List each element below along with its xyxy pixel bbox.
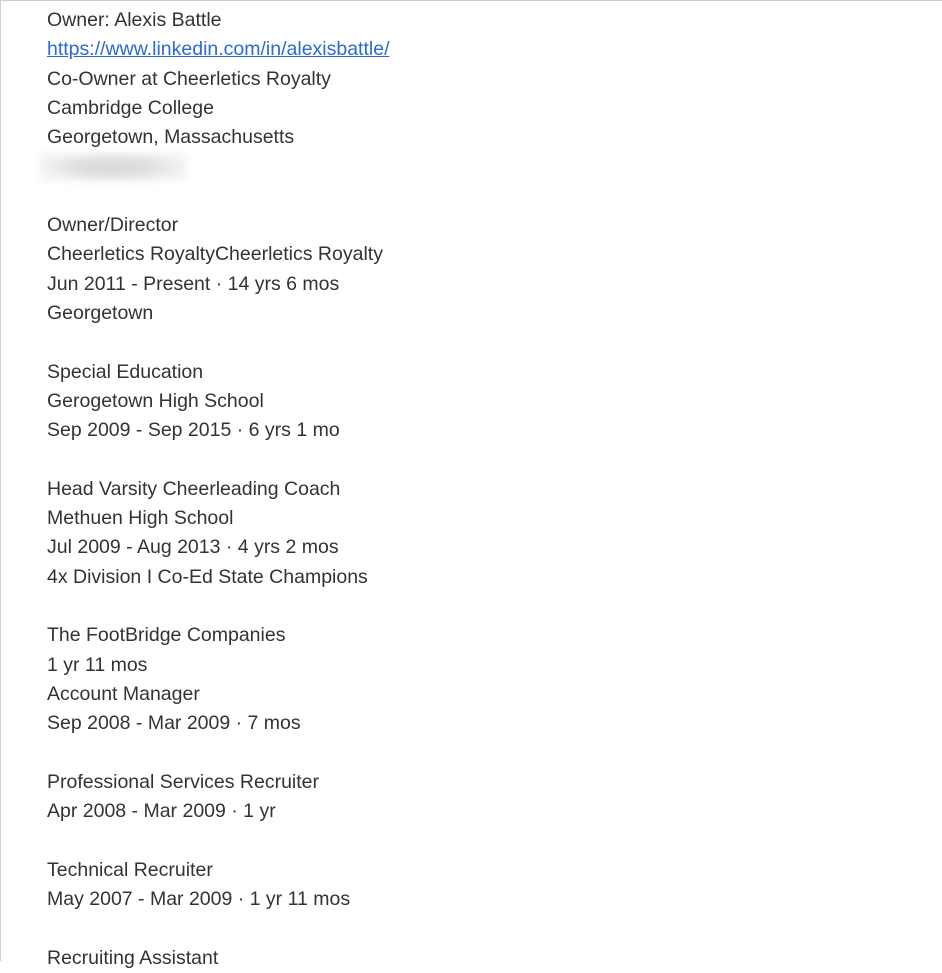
experience-entry [47, 358, 390, 446]
school-line: Cambridge College [47, 96, 214, 119]
experience-line: Gerogetown High School [47, 389, 264, 412]
experience-entry [47, 768, 390, 827]
blank-line [47, 445, 390, 474]
experience-entry [47, 475, 390, 592]
experience-line: Professional Services Recruiter [47, 770, 320, 793]
experience-line: Cheerletics RoyaltyCheerletics Royalty [47, 243, 383, 266]
blank-line [47, 914, 390, 943]
blank-line [47, 328, 390, 357]
location-line: Georgetown, Massachusetts [47, 126, 295, 149]
experience-list [47, 182, 390, 973]
experience-line: May 2007 - Mar 2009 · 1 yr 11 mos [47, 887, 351, 910]
experience-line: 4x Division I Co-Ed State Champions [47, 565, 368, 588]
experience-line: Jun 2011 - Present · 14 yrs 6 mos [47, 272, 340, 295]
experience-line: The FootBridge Companies [47, 624, 286, 647]
headline-line: Co-Owner at Cheerletics Royalty [47, 67, 331, 90]
experience-line: Technical Recruiter [47, 858, 213, 881]
blank-line [47, 592, 390, 621]
experience-entry [47, 856, 390, 915]
experience-entry [47, 621, 390, 738]
experience-entry [47, 211, 390, 328]
experience-line: Sep 2009 - Sep 2015 · 6 yrs 1 mo [47, 419, 340, 442]
experience-line: Special Education [47, 360, 204, 383]
owner-line: Owner: Alexis Battle [47, 9, 222, 31]
blank-line [47, 826, 390, 855]
experience-line: Jul 2009 - Aug 2013 · 4 yrs 2 mos [47, 536, 339, 559]
experience-line: Apr 2008 - Mar 2009 · 1 yr [47, 800, 276, 823]
experience-entry [47, 944, 390, 973]
linkedin-link[interactable]: https://www.linkedin.com/in/alexisbattle/ [47, 38, 390, 61]
blank-line [47, 182, 390, 211]
redacted-blur [39, 152, 187, 182]
blank-line [47, 738, 390, 767]
experience-line: 1 yr 11 mos [47, 653, 148, 676]
experience-line: Sep 2008 - Mar 2009 · 7 mos [47, 712, 301, 735]
experience-line: Recruiting Assistant [47, 946, 219, 969]
experience-line: Georgetown [47, 301, 154, 324]
experience-line: Head Varsity Cheerleading Coach [47, 477, 341, 500]
experience-line: Owner/Director [47, 214, 179, 237]
experience-line: Account Manager [47, 682, 200, 705]
experience-line: Methuen High School [47, 507, 234, 530]
profile-document [47, 6, 390, 973]
